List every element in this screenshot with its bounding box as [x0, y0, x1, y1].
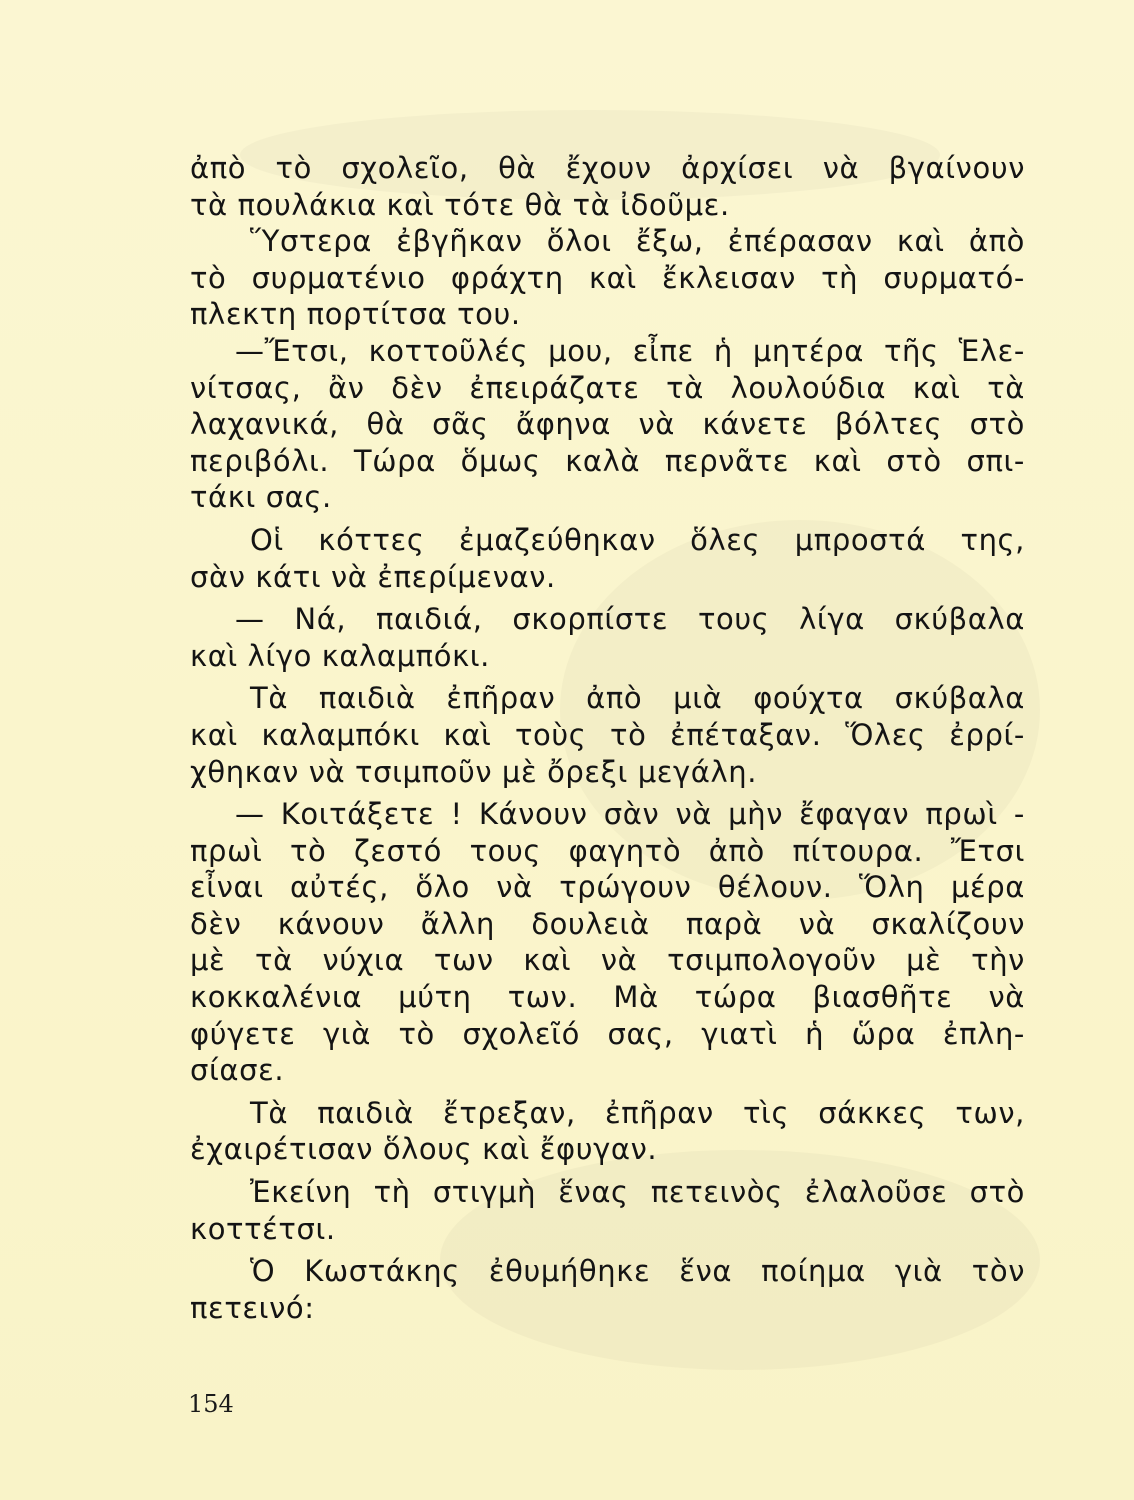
text-line: δὲν κάνουν ἄλλη δουλειὰ παρὰ νὰ σκαλίζουν: [190, 906, 1025, 941]
text-line: πλεκτη πορτίτσα του.: [190, 297, 521, 332]
text-line: περιβόλι. Τώρα ὅμως καλὰ περνᾶτε καὶ στὸ σπι-: [190, 443, 1025, 478]
text-line: κοκκαλένια μύτη των. Μὰ τώρα βιασθῆτε νὰ: [190, 980, 1025, 1015]
page-number: 154: [188, 1390, 234, 1418]
text-line: εἶναι αὐτές, ὅλο νὰ τρώγουν θέλουν. Ὅλη μέρα: [190, 870, 1025, 905]
text-line: Τὰ παιδιὰ ἐπῆραν ἀπὸ μιὰ φούχτα σκύβαλα: [250, 681, 1025, 716]
text-line: Ἐκείνη τὴ στιγμὴ ἕνας πετεινὸς ἐλαλοῦσε στὸ: [250, 1175, 1025, 1210]
text-line: φύγετε γιὰ τὸ σχολεῖό σας, γιατὶ ἡ ὥρα ἐπλη-: [190, 1016, 1025, 1051]
text-line: ἐχαιρέτισαν ὅλους καὶ ἔφυγαν.: [190, 1132, 658, 1167]
text-line: σίασε.: [190, 1053, 285, 1088]
body-text: [190, 150, 1025, 1326]
text-line: Ὁ Κωστάκης ἐθυμήθηκε ἕνα ποίημα γιὰ τὸν: [250, 1254, 1025, 1289]
text-line: — Κοιτάξετε ! Κάνουν σὰν νὰ μὴν ἔφαγαν πρωὶ -: [235, 797, 1025, 832]
text-line: τὰ πουλάκια καὶ τότε θὰ τὰ ἰδοῦμε.: [190, 187, 730, 222]
text-line: πρωὶ τὸ ζεστό τους φαγητὸ ἀπὸ πίτουρα. Ἔτσι: [190, 833, 1025, 868]
text-line: Ὕστερα ἐβγῆκαν ὅλοι ἔξω, ἐπέρασαν καὶ ἀπὸ: [250, 224, 1025, 259]
text-line: — Νά, παιδιά, σκορπίστε τους λίγα σκύβαλα: [235, 602, 1025, 637]
text-line: —Ἔτσι, κοττοῦλές μου, εἶπε ἡ μητέρα τῆς Ἑλε-: [235, 333, 1025, 368]
text-line: καὶ λίγο καλαμπόκι.: [190, 638, 490, 673]
text-line: μὲ τὰ νύχια των καὶ νὰ τσιμπολογοῦν μὲ τὴν: [190, 943, 1025, 978]
text-line: νίτσας, ἂν δὲν ἐπειράζατε τὰ λουλούδια καὶ τὰ: [190, 370, 1025, 405]
text-line: πετεινό:: [190, 1290, 315, 1325]
text-line: Τὰ παιδιὰ ἔτρεξαν, ἐπῆραν τὶς σάκκες των,: [250, 1095, 1025, 1130]
text-line: κοττέτσι.: [190, 1211, 336, 1246]
text-line: τάκι σας.: [190, 480, 332, 515]
text-line: ἀπὸ τὸ σχολεῖο, θὰ ἔχουν ἀρχίσει νὰ βγαίνουν: [190, 151, 1025, 185]
text-line: Οἱ κόττες ἐμαζεύθηκαν ὅλες μπροστά της,: [250, 522, 1025, 557]
text-line: λαχανικά, θὰ σᾶς ἄφηνα νὰ κάνετε βόλτες στὸ: [190, 407, 1025, 442]
text-line: χθηκαν νὰ τσιμποῦν μὲ ὄρεξι μεγάλη.: [190, 754, 758, 789]
text-line: καὶ καλαμπόκι καὶ τοὺς τὸ ἐπέταξαν. Ὅλες ἐρρί-: [190, 717, 1025, 752]
text-line: τὸ συρματένιο φράχτη καὶ ἔκλεισαν τὴ συρματό-: [190, 260, 1025, 295]
text-line: σὰν κάτι νὰ ἐπερίμεναν.: [190, 559, 556, 594]
